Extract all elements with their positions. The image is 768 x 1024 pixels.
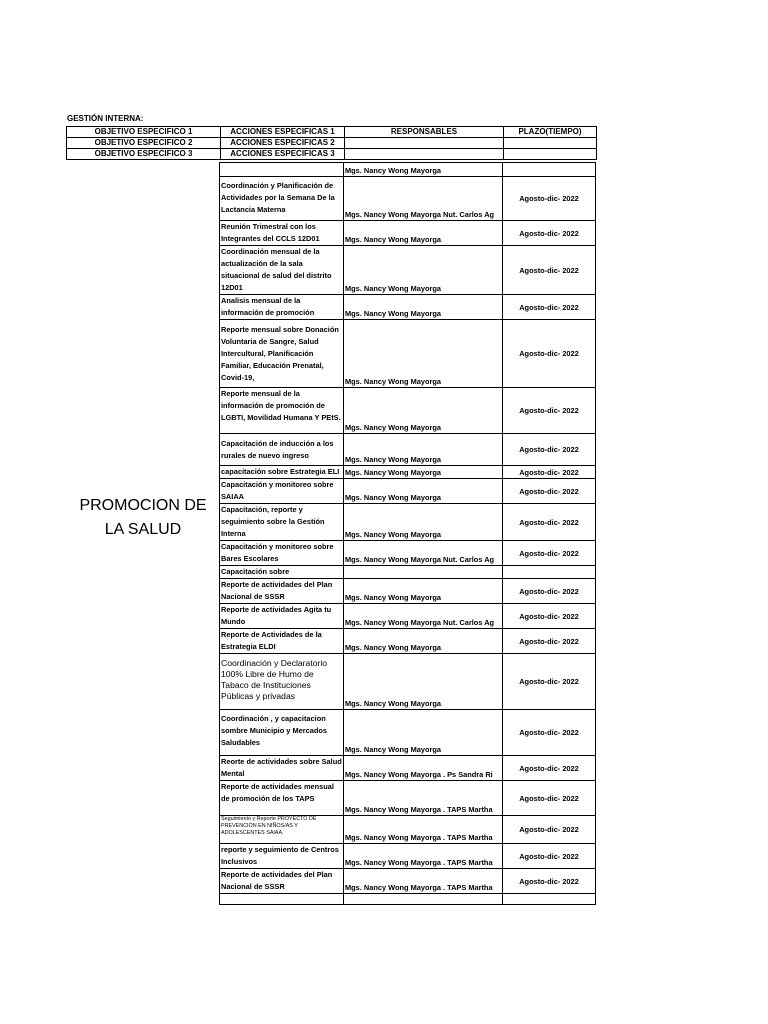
objectives-header-table bbox=[66, 126, 597, 160]
responsable-cell: Mgs. Nancy Wong Mayorga . TAPS Martha bbox=[344, 844, 503, 869]
responsable-cell: Mgs. Nancy Wong Mayorga bbox=[344, 388, 503, 434]
accion-cell: Reporte mensual de la información de promoción de LGBTI, Movilidad Humana Y PEtS. bbox=[220, 388, 344, 434]
accion-cell: Seguimiento y Reporte PROYECTO DE PREVENCIÓN EN NIÑOS/AS Y ADOLESCENTES SAIAA. bbox=[220, 816, 344, 844]
accion-cell: capacitación sobre Estrategia ELI bbox=[220, 466, 344, 479]
accion-cell: Coordinación mensual de la actualización de la sala situacional de salud del distrito 12D01 bbox=[220, 246, 344, 295]
table-row bbox=[220, 579, 596, 604]
plazo-cell: Agosto-dic- 2022 bbox=[503, 177, 596, 221]
responsable-cell: Mgs. Nancy Wong Mayorga . TAPS Martha bbox=[344, 816, 503, 844]
table-row bbox=[220, 504, 596, 541]
plazo-cell bbox=[503, 894, 596, 905]
plazo-cell: Agosto-dic- 2022 bbox=[503, 869, 596, 894]
accion-cell: Reporte de actividades del Plan Nacional de SSSR bbox=[220, 579, 344, 604]
responsable-cell: Mgs. Nancy Wong Mayorga bbox=[344, 320, 503, 388]
responsable-cell: Mgs. Nancy Wong Mayorga bbox=[344, 221, 503, 246]
table-row bbox=[220, 434, 596, 466]
accion-cell: Coordinación , y capacitacion sombre Municipio y Mercados Saludables bbox=[220, 710, 344, 756]
actions-table bbox=[219, 162, 596, 905]
responsable-cell: Mgs. Nancy Wong Mayorga bbox=[344, 295, 503, 320]
accion-cell: Coordinación y Planificación de Actividades por la Semana De la Lactancia Materna bbox=[220, 177, 344, 221]
accion-cell: Capacitación sobre bbox=[220, 566, 344, 579]
table-row bbox=[220, 221, 596, 246]
table-row bbox=[220, 246, 596, 295]
table-row bbox=[220, 710, 596, 756]
plazo-cell: Agosto-dic- 2022 bbox=[503, 781, 596, 816]
accion-cell: Reporte de actividades Agita tu Mundo bbox=[220, 604, 344, 629]
responsables-2 bbox=[345, 138, 504, 149]
plazo-cell: Agosto-dic- 2022 bbox=[503, 388, 596, 434]
plazo-cell: Agosto-dic- 2022 bbox=[503, 710, 596, 756]
plazo-header: PLAZO(TIEMPO) bbox=[504, 127, 597, 138]
accion-cell: Analisis mensual de la información de promoción bbox=[220, 295, 344, 320]
accion-cell: Capacitación y monitoreo sobre SAIAA bbox=[220, 479, 344, 504]
table-row bbox=[220, 816, 596, 844]
plazo-cell: Agosto-dic- 2022 bbox=[503, 221, 596, 246]
objetivo-1: OBJETIVO ESPECIFICO 1 bbox=[67, 127, 221, 138]
responsable-cell bbox=[344, 566, 503, 579]
plazo-cell: Agosto-dic- 2022 bbox=[503, 466, 596, 479]
plazo-cell bbox=[503, 163, 596, 177]
responsable-cell: Mgs. Nancy Wong Mayorga bbox=[344, 629, 503, 654]
accion-2: ACCIONES ESPECIFICAS 2 bbox=[221, 138, 345, 149]
header-row-3 bbox=[67, 149, 597, 160]
plazo-cell bbox=[503, 566, 596, 579]
table-row bbox=[220, 629, 596, 654]
accion-cell: Capacitación de inducción a los rurales de nuevo ingreso bbox=[220, 434, 344, 466]
table-row bbox=[220, 466, 596, 479]
responsable-cell: Mgs. Nancy Wong Mayorga bbox=[344, 579, 503, 604]
table-row bbox=[220, 320, 596, 388]
plazo-2 bbox=[504, 138, 597, 149]
responsable-cell: Mgs. Nancy Wong Mayorga bbox=[344, 246, 503, 295]
accion-cell: Capacitación y monitoreo sobre Bares Escolares bbox=[220, 541, 344, 566]
plazo-cell: Agosto-dic- 2022 bbox=[503, 479, 596, 504]
plazo-cell: Agosto-dic- 2022 bbox=[503, 816, 596, 844]
accion-cell: Reporte de actividades del Plan Nacional de SSSR bbox=[220, 869, 344, 894]
table-row bbox=[220, 177, 596, 221]
responsable-cell: Mgs. Nancy Wong Mayorga Nut. Carlos Ag bbox=[344, 541, 503, 566]
objetivo-3: OBJETIVO ESPECIFICO 3 bbox=[67, 149, 221, 160]
accion-cell: Reporte mensual sobre Donación Voluntaria de Sangre, Salud Intercultural, Planificación Familiar, Educación Prenatal, Covid-19, bbox=[220, 320, 344, 388]
responsables-3 bbox=[345, 149, 504, 160]
accion-cell bbox=[220, 163, 344, 177]
plazo-cell: Agosto-dic- 2022 bbox=[503, 246, 596, 295]
plazo-cell: Agosto-dic- 2022 bbox=[503, 844, 596, 869]
plazo-cell: Agosto-dic- 2022 bbox=[503, 295, 596, 320]
table-row bbox=[220, 894, 596, 905]
objetivo-2: OBJETIVO ESPECIFICO 2 bbox=[67, 138, 221, 149]
responsable-cell: Mgs. Nancy Wong Mayorga . TAPS Martha bbox=[344, 781, 503, 816]
plazo-cell: Agosto-dic- 2022 bbox=[503, 504, 596, 541]
responsable-cell: Mgs. Nancy Wong Mayorga bbox=[344, 163, 503, 177]
header-row-1 bbox=[67, 127, 597, 138]
accion-cell: Reporte de actividades mensual de promoción de los TAPS bbox=[220, 781, 344, 816]
plazo-cell: Agosto-dic- 2022 bbox=[503, 320, 596, 388]
responsable-cell: Mgs. Nancy Wong Mayorga bbox=[344, 710, 503, 756]
plazo-cell: Agosto-dic- 2022 bbox=[503, 654, 596, 710]
table-row bbox=[220, 654, 596, 710]
responsable-cell: Mgs. Nancy Wong Mayorga bbox=[344, 654, 503, 710]
plazo-cell: Agosto-dic- 2022 bbox=[503, 579, 596, 604]
accion-cell: Capacitación, reporte y seguimiento sobre la Gestión Interna bbox=[220, 504, 344, 541]
table-row bbox=[220, 388, 596, 434]
accion-1: ACCIONES ESPECIFICAS 1 bbox=[221, 127, 345, 138]
header-row-2 bbox=[67, 138, 597, 149]
accion-cell: reporte y seguimiento de Centros Inclusivos bbox=[220, 844, 344, 869]
responsable-cell: Mgs. Nancy Wong Mayorga . Ps Sandra Ri bbox=[344, 756, 503, 781]
table-row bbox=[220, 844, 596, 869]
responsable-cell: Mgs. Nancy Wong Mayorga bbox=[344, 479, 503, 504]
accion-cell: Reporte de Actividades de la Estrategia ELDI bbox=[220, 629, 344, 654]
table-row bbox=[220, 479, 596, 504]
plazo-cell: Agosto-dic- 2022 bbox=[503, 756, 596, 781]
accion-cell bbox=[220, 894, 344, 905]
table-row bbox=[220, 541, 596, 566]
section-title: PROMOCION DE LA SALUD bbox=[79, 497, 207, 538]
accion-3: ACCIONES ESPECIFICAS 3 bbox=[221, 149, 345, 160]
responsable-cell: Mgs. Nancy Wong Mayorga bbox=[344, 504, 503, 541]
plazo-cell: Agosto-dic- 2022 bbox=[503, 434, 596, 466]
responsable-cell bbox=[344, 894, 503, 905]
responsable-cell: Mgs. Nancy Wong Mayorga Nut. Carlos Ag bbox=[344, 604, 503, 629]
responsable-cell: Mgs. Nancy Wong Mayorga . TAPS Martha bbox=[344, 869, 503, 894]
responsable-cell: Mgs. Nancy Wong Mayorga Nut. Carlos Ag bbox=[344, 177, 503, 221]
gestion-interna-label: GESTIÓN INTERNA: bbox=[67, 114, 144, 123]
table-row bbox=[220, 869, 596, 894]
plazo-cell: Agosto-dic- 2022 bbox=[503, 604, 596, 629]
accion-cell: Reorte de actividades sobre Salud Mental bbox=[220, 756, 344, 781]
table-row bbox=[220, 295, 596, 320]
plazo-cell: Agosto-dic- 2022 bbox=[503, 629, 596, 654]
plazo-3 bbox=[504, 149, 597, 160]
table-row bbox=[220, 756, 596, 781]
table-row bbox=[220, 781, 596, 816]
table-row bbox=[220, 566, 596, 579]
accion-cell: Reunión Trimestral con los Integrantes del CCLS 12D01 bbox=[220, 221, 344, 246]
responsables-header: RESPONSABLES bbox=[345, 127, 504, 138]
table-row bbox=[220, 163, 596, 177]
table-row bbox=[220, 604, 596, 629]
responsable-cell: Mgs. Nancy Wong Mayorga bbox=[344, 434, 503, 466]
responsable-cell: Mgs. Nancy Wong Mayorga bbox=[344, 466, 503, 479]
plazo-cell: Agosto-dic- 2022 bbox=[503, 541, 596, 566]
accion-cell: Coordinación y Declaratorio 100% Libre de Humo de Tabaco de Instituciones Públicas y privadas bbox=[220, 654, 344, 710]
